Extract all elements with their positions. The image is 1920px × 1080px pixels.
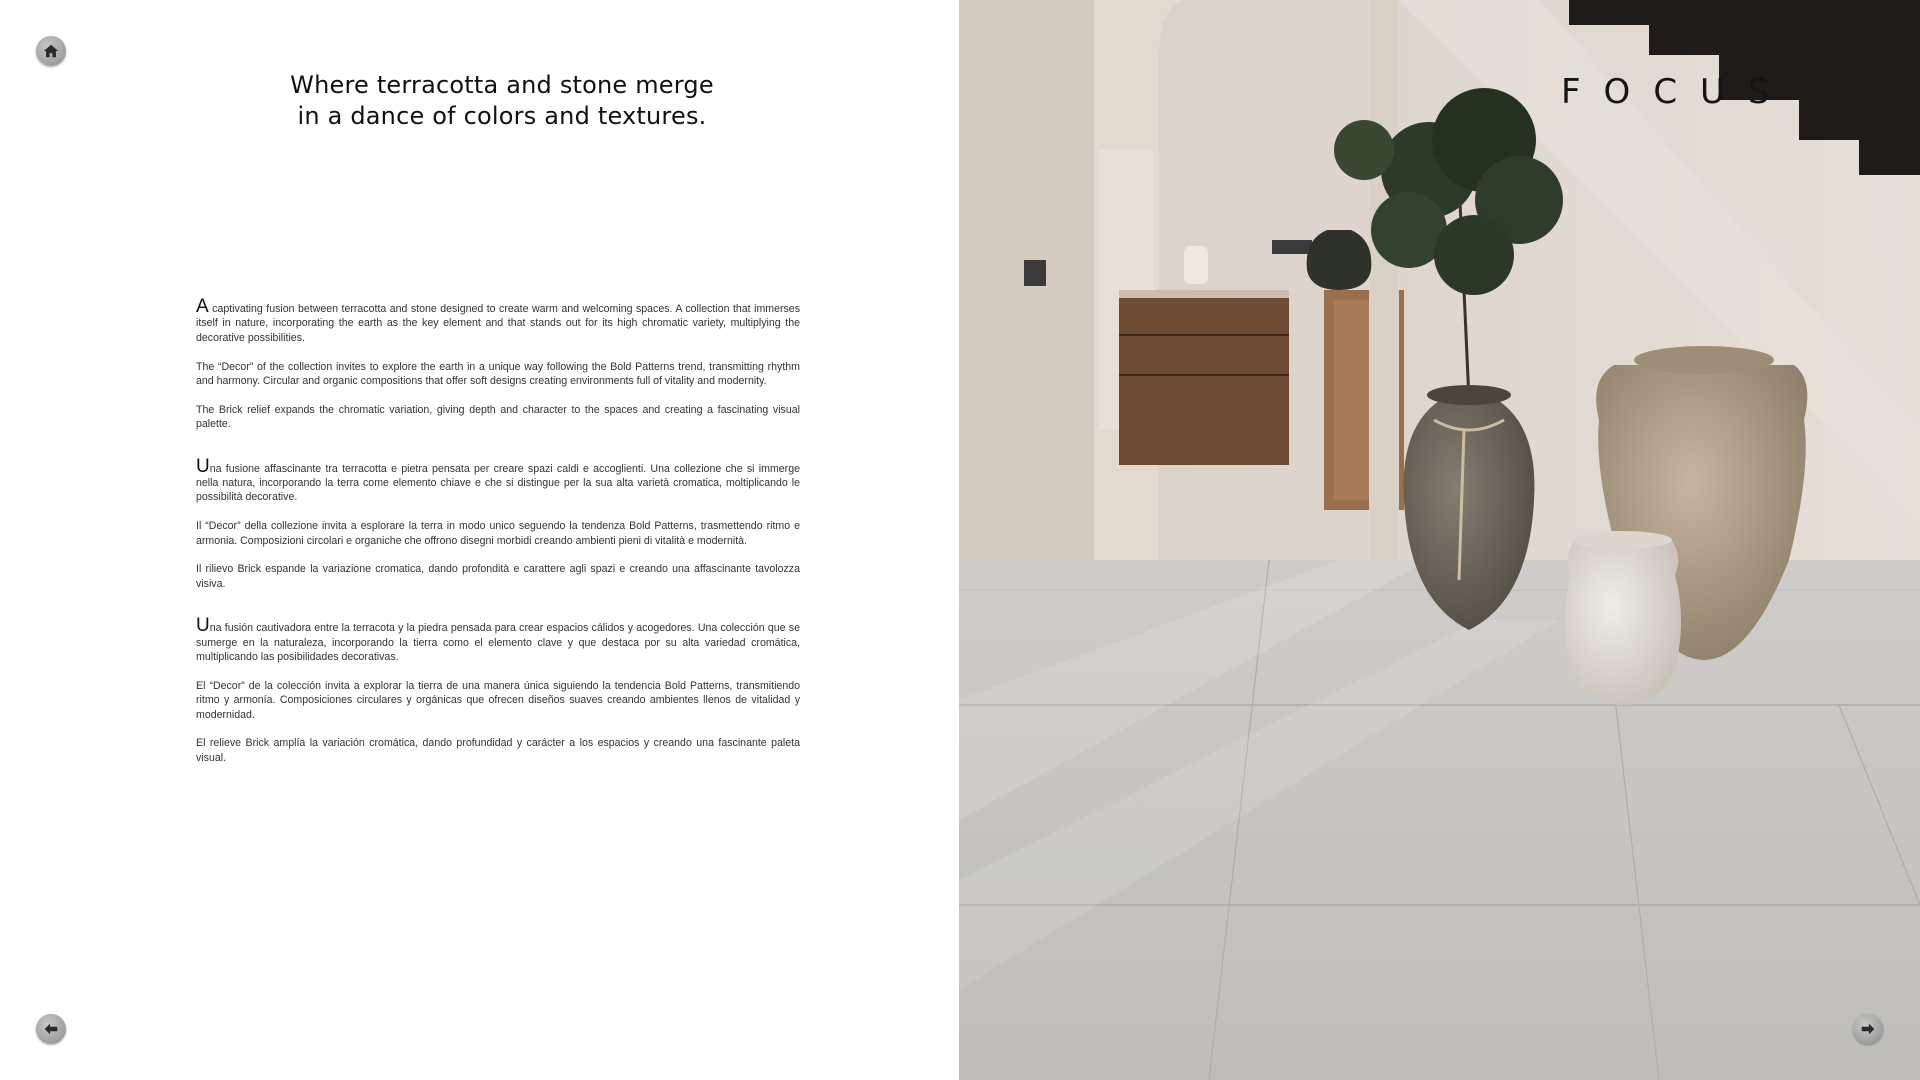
description-text	[196, 296, 800, 793]
english-paragraph-1	[196, 296, 800, 345]
spanish-paragraph-1	[196, 615, 800, 664]
dropcap: U	[196, 455, 210, 477]
home-icon	[42, 42, 60, 60]
left-page	[0, 0, 959, 1080]
dropcap: A	[196, 296, 209, 317]
paragraph-text: na fusión cautivadora entre la terracota y la piedra pensada para crear espacios cálidos y acogedores. Una colección que se sumerge en la naturaleza, incorporando la tierra como el elemento clave y que destaca por su alta variedad cromática, multiplicando las posibilidades decorativas.	[196, 622, 800, 664]
spanish-paragraph-3: El relieve Brick amplía la variación cromática, dando profundidad y carácter a los espacios y creando una fascinante paleta visual.	[196, 737, 800, 764]
next-page-button[interactable]	[1853, 1014, 1883, 1044]
arrow-left-icon	[42, 1020, 60, 1038]
english-paragraph-3: The Brick relief expands the chromatic variation, giving depth and character to the spaces and creating a fascinating visual palette.	[196, 403, 800, 431]
headline-line-1: Where terracotta and stone merge	[290, 71, 714, 99]
interior-photo	[959, 0, 1920, 1080]
home-button[interactable]	[36, 36, 66, 66]
dropcap: U	[196, 615, 210, 637]
arrow-right-icon	[1859, 1020, 1877, 1038]
italian-paragraph-2: Il “Decor” della collezione invita a esplorare la terra in modo unico seguendo la tendenza Bold Patterns, trasmettendo ritmo e armonia. Composizioni circolari e organiche che offrono disegni morbidi creando ambienti pieni di vitalità e modernità.	[196, 520, 800, 547]
interior-scene-image	[959, 0, 1920, 1080]
spanish-description	[196, 615, 800, 765]
italian-description	[196, 455, 800, 592]
english-paragraph-2: The “Decor” of the collection invites to explore the earth in a unique way following the Bold Patterns trend, transmitting rhythm and harmony. Circular and organic compositions that offer soft designs creating environments full of vitality and modernity.	[196, 360, 800, 388]
headline	[260, 70, 744, 132]
brand-logo: FOCUS	[1561, 72, 1793, 112]
spanish-paragraph-2: El “Decor” de la colección invita a explorar la tierra de una manera única siguiendo la tendencia Bold Patterns, transmitiendo ritmo y armonía. Composiciones circulares y orgánicas que ofrecen diseños suaves creando ambientes llenos de vitalidad y modernidad.	[196, 679, 800, 721]
english-description	[196, 296, 800, 432]
headline-line-2: in a dance of colors and textures.	[297, 102, 707, 130]
italian-paragraph-1	[196, 455, 800, 505]
italian-paragraph-3: Il rilievo Brick espande la variazione cromatica, dando profondità e carattere agli spazi e creando una affascinante tavolozza visiva.	[196, 563, 800, 590]
paragraph-text: na fusione affascinante tra terracotta e pietra pensata per creare spazi caldi e accoglienti. Una collezione che si immerge nella natura, incorporando la terra come elemento chiave e che si distingue per la sua alta varietà cromatica, moltiplicando le possibilità decorative.	[196, 462, 800, 504]
previous-page-button[interactable]	[36, 1014, 66, 1044]
paragraph-text: captivating fusion between terracotta and stone designed to create warm and welcoming spaces. A collection that immerses itself in nature, incorporating the earth as the key element and that stands out for its high chromatic variety, multiplying the decorative possibilities.	[196, 303, 800, 344]
